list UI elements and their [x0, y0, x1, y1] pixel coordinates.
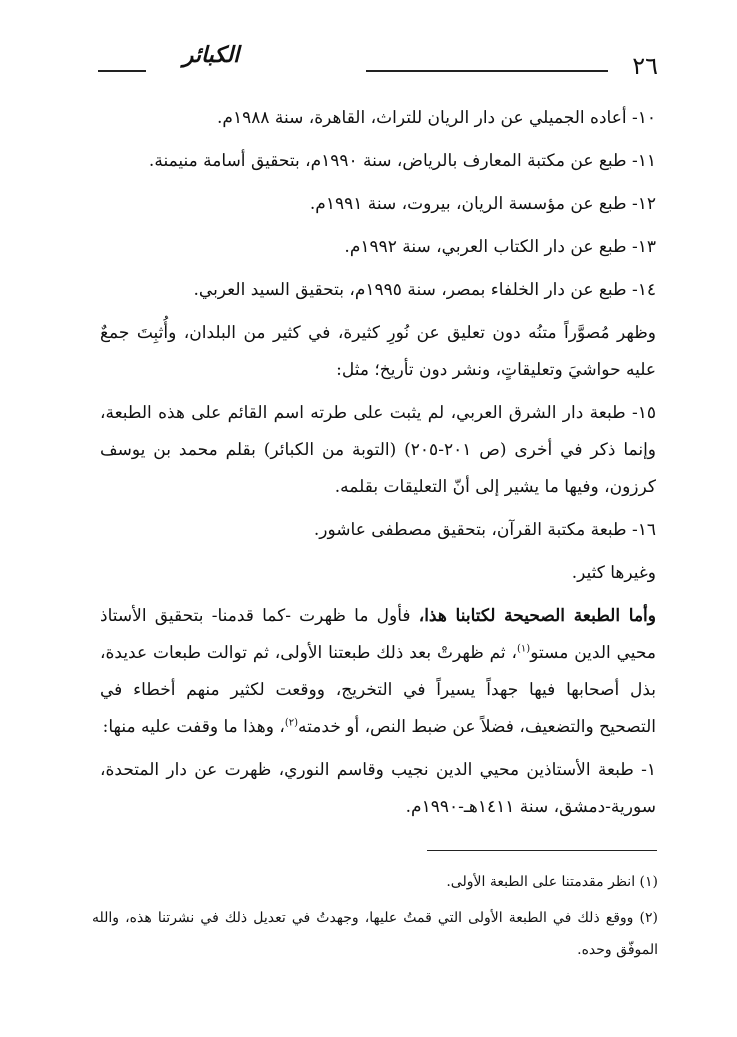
footnote-2: (٢) ووقع ذلك في الطبعة الأولى التي قمتُ عليها، وجهدتُ في تعديل ذلك في نشرتنا هذه، والله الموفّق وحده.	[92, 910, 658, 958]
edition-item-16: ١٦- طبعة مكتبة القرآن، بتحقيق مصطفى عاشور.	[313, 520, 656, 540]
later-edition-item-1: ١- طبعة الأستاذين محيي الدين نجيب وقاسم النوري، ظهرت عن دار المتحدة، سورية-دمشق، سنة ١٤١١هـ-١٩٩٠م.	[100, 760, 656, 817]
correct-edition-text-a: فأول ما ظهرت -كما قدمنا- بتحقيق الأستاذ محيي الدين مستو	[100, 606, 656, 663]
header-rule-right	[366, 70, 608, 72]
header-rule-left	[98, 70, 146, 72]
edition-item-11: ١١- طبع عن مكتبة المعارف بالرياض، سنة ١٩٩٠م، بتحقيق أسامة منيمنة.	[148, 151, 656, 171]
footnote-ref-2[interactable]: (٢)	[284, 717, 299, 729]
footnote-ref-1[interactable]: (١)	[517, 643, 531, 655]
edition-item-14: ١٤- طبع عن دار الخلفاء بمصر، سنة ١٩٩٥م، بتحقيق السيد العربي.	[193, 280, 656, 300]
others-note: وغيرها كثير.	[571, 563, 656, 583]
footnotes	[92, 866, 658, 970]
footnote-separator	[427, 850, 657, 851]
footnote-1: (١) انظر مقدمتنا على الطبعة الأولى.	[446, 874, 658, 890]
edition-item-13: ١٣- طبع عن دار الكتاب العربي، سنة ١٩٩٢م.	[344, 237, 656, 257]
edition-item-10: ١٠- أعاده الجميلي عن دار الريان للتراث، القاهرة، سنة ١٩٨٨م.	[217, 108, 656, 128]
edition-item-15: ١٥- طبعة دار الشرق العربي، لم يثبت على طرته اسم القائم على هذه الطبعة، وإنما ذكر في أخرى (ص ٢٠١-٢٠٥) (التوبة من الكبائر) بقلم محمد بن يوسف كرزون، وفيها ما يشير إلى أنّ التعليقات بقلمه.	[100, 403, 656, 497]
correct-edition-text-b: ، ثم ظهرتْ بعد ذلك طبعتنا الأولى، ثم توالت طبعات عديدة، بذل أصحابها فيها جهداً يسيراً في التخريج، ووقعت لكثير منهم أخطاء في التصحيح والتضعيف، فضلاً عن ضبط النص، أو خدمته	[100, 643, 656, 737]
page-number: ٢٦	[632, 52, 658, 80]
correct-edition-text-c: ، وهذا ما وقفت عليه منها:	[102, 717, 285, 737]
correct-edition-paragraph	[100, 598, 656, 746]
running-title: الكبائر	[182, 42, 240, 68]
edition-item-12: ١٢- طبع عن مؤسسة الريان، بيروت، سنة ١٩٩١م.	[309, 194, 656, 214]
page-header	[98, 40, 658, 90]
photocopied-editions-paragraph: وظهر مُصوَّراً متنُه دون تعليق عن نُورِ كثيرة، في كثير من البلدان، وأُثبِتَ جمعٌ عليه حواشيَ وتعليقاتٍ، ونشر دون تأريخ؛ مثل:	[100, 323, 656, 380]
correct-edition-lead: وأما الطبعة الصحيحة لكتابنا هذا،	[418, 606, 656, 626]
body-text	[100, 100, 656, 826]
